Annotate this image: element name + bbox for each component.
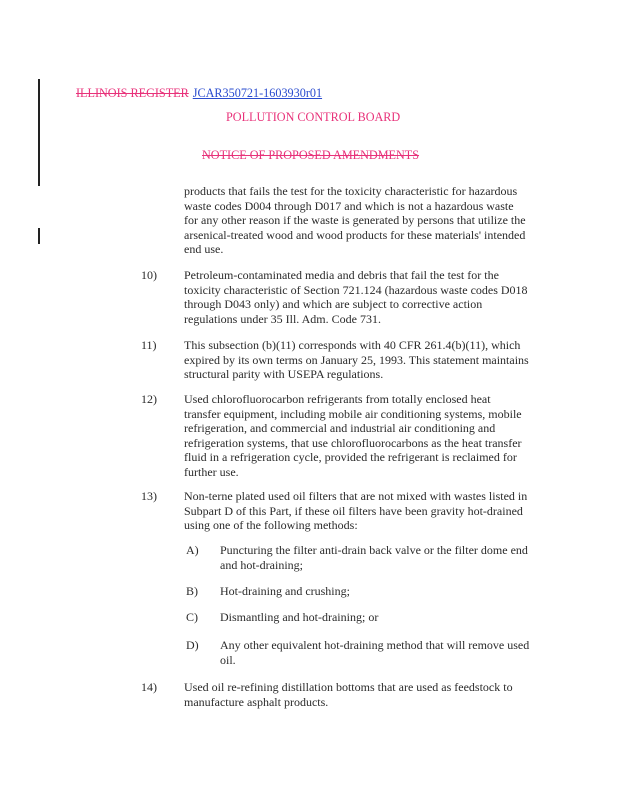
item-number: 11): [141, 338, 157, 352]
subitem-text: Dismantling and hot-draining; or: [220, 610, 379, 624]
subitem-text: Puncturing the filter anti-drain back valve or the filter dome end and hot-draining;: [220, 543, 528, 572]
item-number: 14): [141, 680, 157, 694]
register-header: [76, 86, 322, 101]
item-number: 10): [141, 268, 157, 282]
notice-title-struck: NOTICE OF PROPOSED AMENDMENTS: [202, 148, 420, 162]
item-text: Used oil re-refining distillation bottoms that are used as feedstock to manufacture asphalt products.: [184, 680, 513, 709]
change-bar-continuation: [38, 228, 40, 244]
subitem-text: Hot-draining and crushing;: [220, 584, 350, 598]
subitem-letter: B): [186, 584, 198, 598]
change-bar-header: [38, 79, 40, 186]
item-number: 13): [141, 489, 157, 503]
subitem-letter: A): [186, 543, 199, 557]
item-text: Petroleum-contaminated media and debris that fail the test for the toxicity characteristic of Section 721.124 (hazardous waste codes D018 through D043 only) and which are subject to corrective action regulations under 35 Ill. Adm. Code 731.: [184, 268, 528, 326]
item-text: Used chlorofluorocarbon refrigerants from totally enclosed heat transfer equipment, including mobile air conditioning systems, mobile refrigeration, and commercial and industrial air conditioning and refrigeration systems, that use chlorofluorocarbons as the heat transfer fluid in a refrigeration cycle, provided the refrigerant is reclaimed for further use.: [184, 392, 522, 479]
item-text: Non-terne plated used oil filters that are not mixed with wastes listed in Subpart D of this Part, if these oil filters have been gravity hot-drained using one of the following methods:: [184, 489, 528, 533]
subitem-letter: D): [186, 638, 199, 652]
subitem-letter: C): [186, 610, 198, 624]
doc-code: JCAR350721-1603930r01: [192, 86, 323, 100]
item-text: This subsection (b)(11) corresponds with 40 CFR 261.4(b)(11), which expired by its own terms on January 25, 1993. This statement maintains structural parity with USEPA regulations.: [184, 338, 529, 382]
continuation-paragraph: products that fails the test for the toxicity characteristic for hazardous waste codes D004 through D017 and which is not a hazardous waste for any other reason if the waste is generated by persons that utilize the arsenical-treated wood and wood products for these materials' intended end use.: [184, 184, 526, 257]
subitem-text: Any other equivalent hot-draining method that will remove used oil.: [220, 638, 530, 667]
item-number: 12): [141, 392, 157, 406]
board-name: POLLUTION CONTROL BOARD: [226, 110, 401, 124]
register-title-struck: ILLINOIS REGISTER: [76, 86, 189, 100]
